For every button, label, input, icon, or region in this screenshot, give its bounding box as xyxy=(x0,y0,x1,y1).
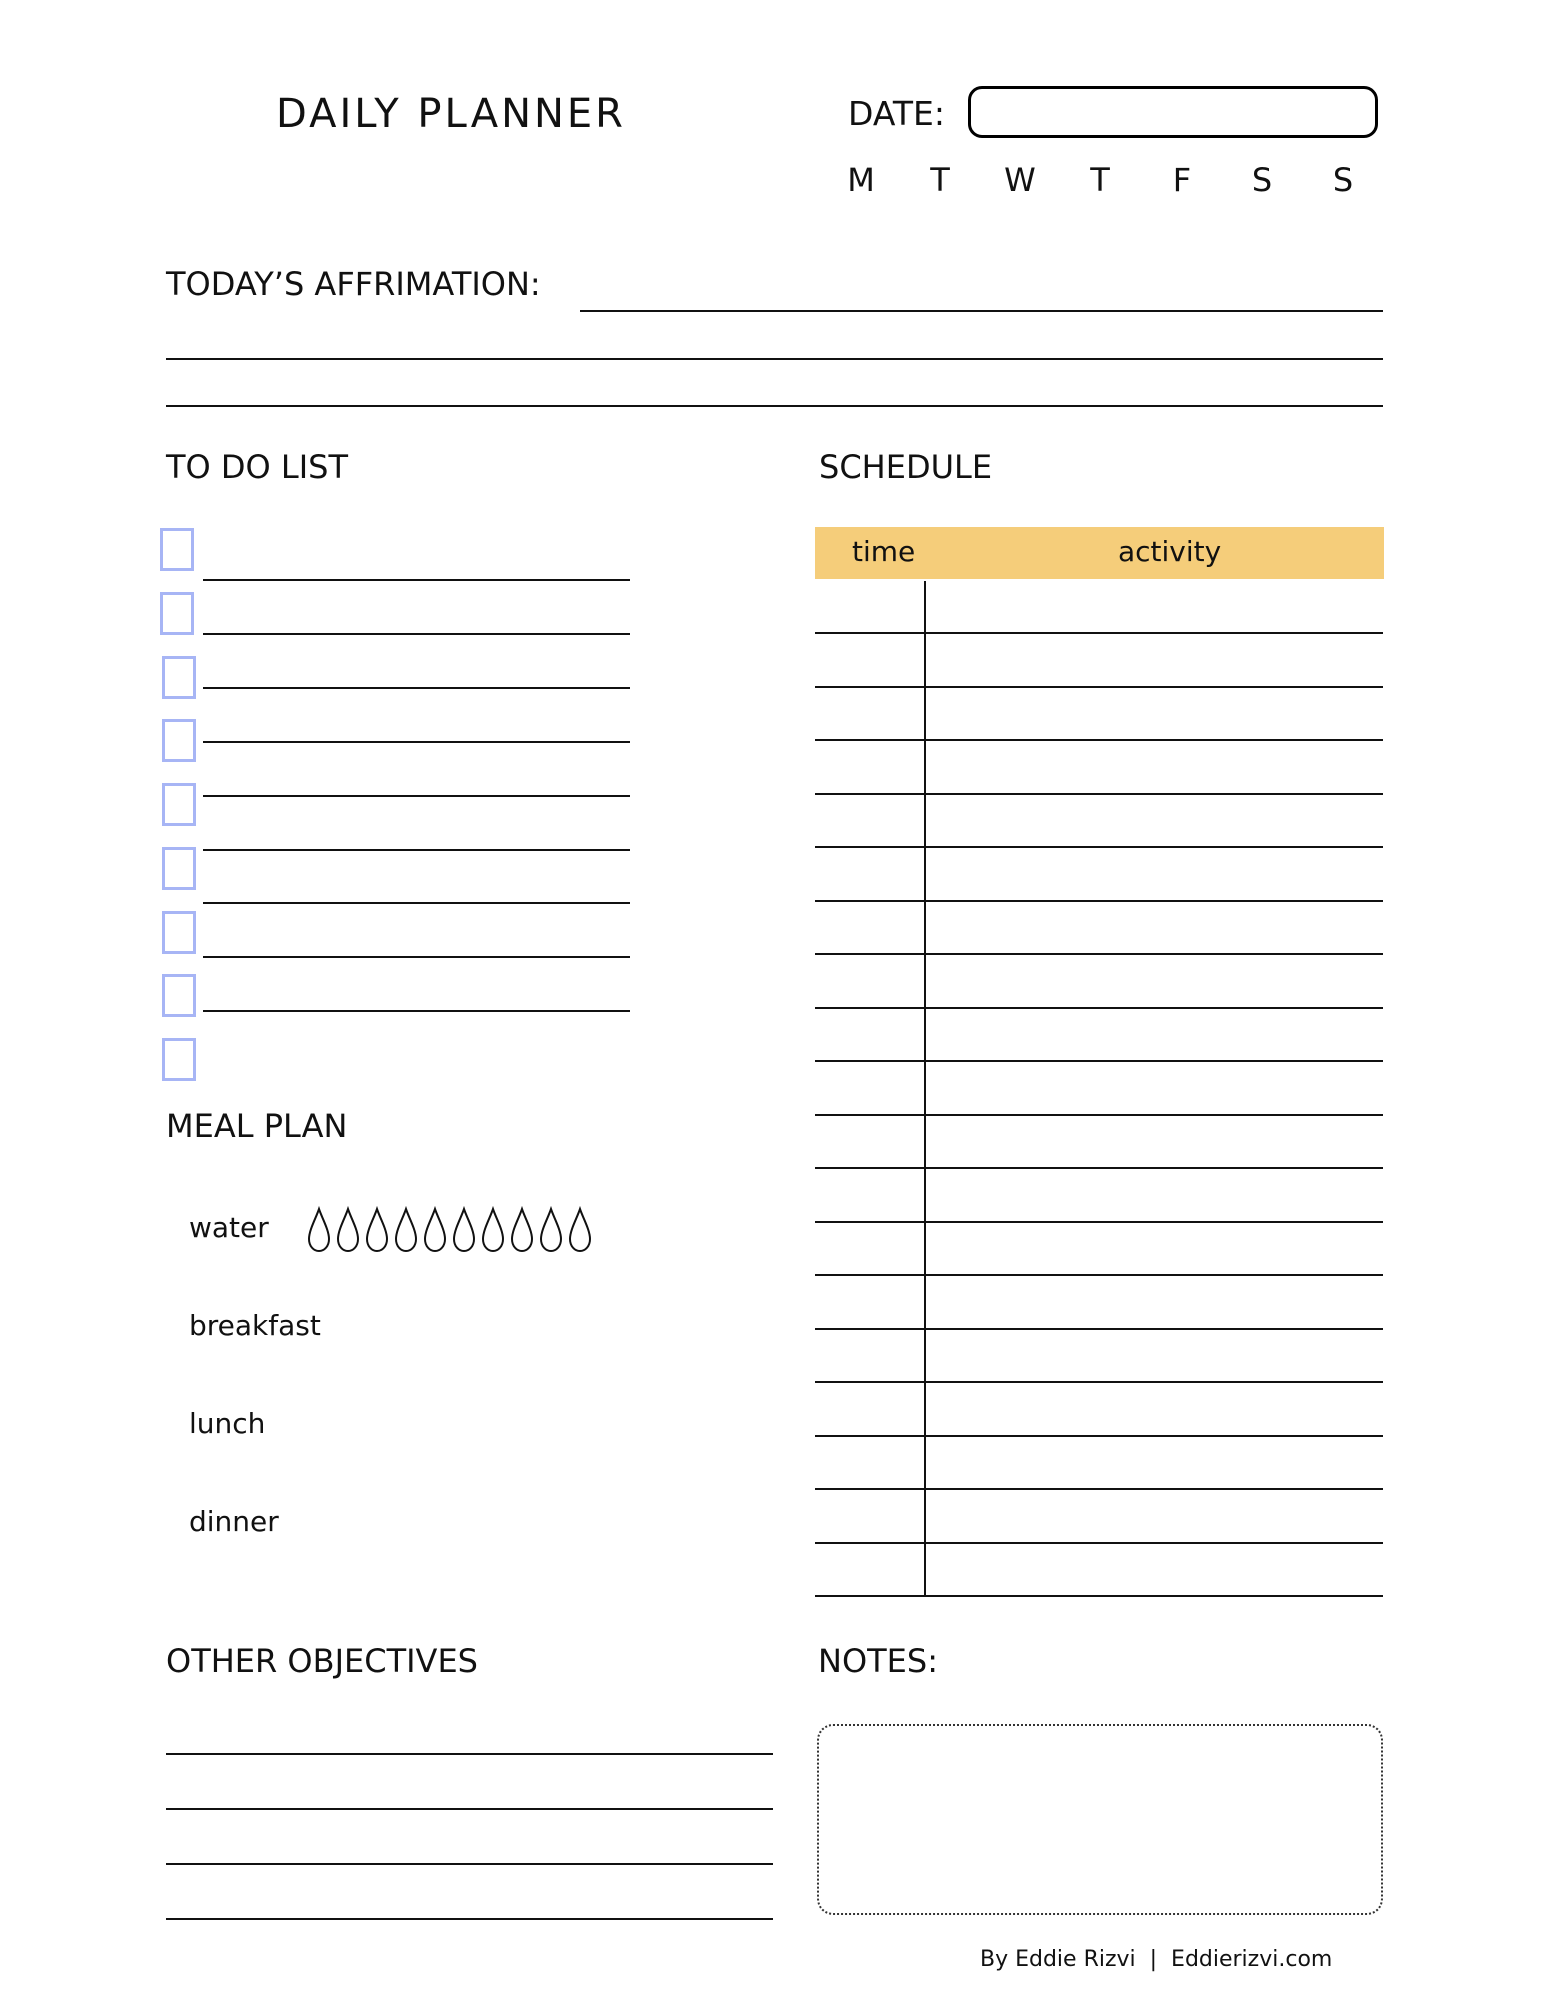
schedule-time-cell[interactable] xyxy=(815,1116,923,1168)
affirmation-line-1[interactable] xyxy=(580,310,1383,312)
schedule-activity-cell[interactable] xyxy=(927,1437,1383,1489)
water-drop-icon[interactable] xyxy=(540,1208,562,1252)
schedule-col-time: time xyxy=(852,535,916,568)
todo-checkbox[interactable] xyxy=(162,656,196,699)
todo-line[interactable] xyxy=(203,1010,630,1012)
meal-lunch-label: lunch xyxy=(189,1407,266,1440)
schedule-time-cell[interactable] xyxy=(815,848,923,900)
schedule-time-cell[interactable] xyxy=(815,902,923,954)
schedule-activity-cell[interactable] xyxy=(927,1330,1383,1382)
day-thursday[interactable]: T xyxy=(1090,161,1110,199)
notes-box[interactable] xyxy=(817,1724,1383,1915)
schedule-time-cell[interactable] xyxy=(815,741,923,793)
schedule-time-cell[interactable] xyxy=(815,634,923,686)
schedule-activity-cell[interactable] xyxy=(927,1490,1383,1542)
notes-heading: NOTES: xyxy=(818,1642,938,1680)
other-objectives-heading: OTHER OBJECTIVES xyxy=(166,1642,478,1680)
affirmation-line-3[interactable] xyxy=(166,405,1383,407)
schedule-time-cell[interactable] xyxy=(815,688,923,740)
schedule-time-cell[interactable] xyxy=(815,1383,923,1435)
schedule-activity-cell[interactable] xyxy=(927,1276,1383,1328)
schedule-time-cell[interactable] xyxy=(815,1437,923,1489)
todo-line[interactable] xyxy=(203,741,630,743)
water-drop-icon[interactable] xyxy=(424,1208,446,1252)
schedule-time-cell[interactable] xyxy=(815,795,923,847)
schedule-activity-cell[interactable] xyxy=(927,688,1383,740)
todo-checkbox[interactable] xyxy=(162,974,196,1017)
schedule-time-cell[interactable] xyxy=(815,1330,923,1382)
day-sunday[interactable]: S xyxy=(1332,161,1354,199)
day-friday[interactable]: F xyxy=(1172,161,1192,199)
date-field[interactable] xyxy=(968,86,1378,138)
schedule-time-cell[interactable] xyxy=(815,581,923,632)
objective-line[interactable] xyxy=(166,1753,773,1755)
todo-line[interactable] xyxy=(203,956,630,958)
affirmation-line-2[interactable] xyxy=(166,358,1383,360)
schedule-heading: SCHEDULE xyxy=(819,448,993,486)
day-tuesday[interactable]: T xyxy=(930,161,950,199)
water-label: water xyxy=(189,1211,269,1244)
todo-heading: TO DO LIST xyxy=(166,448,349,486)
todo-line[interactable] xyxy=(203,902,630,904)
schedule-activity-cell[interactable] xyxy=(927,581,1383,632)
schedule-activity-cell[interactable] xyxy=(927,1062,1383,1114)
footer-credit-text: By Eddie Rizvi | Eddierizvi.com xyxy=(980,1947,1333,1972)
page-title: DAILY PLANNER xyxy=(276,91,626,137)
water-drop-icon[interactable] xyxy=(308,1208,330,1252)
schedule-time-cell[interactable] xyxy=(815,1490,923,1542)
day-wednesday[interactable]: W xyxy=(1004,161,1036,199)
schedule-activity-cell[interactable] xyxy=(927,902,1383,954)
todo-checkbox[interactable] xyxy=(162,847,196,890)
objective-line[interactable] xyxy=(166,1808,773,1810)
schedule-activity-cell[interactable] xyxy=(927,634,1383,686)
footer-credit xyxy=(980,1945,1332,1975)
day-monday[interactable]: M xyxy=(847,161,875,199)
affirmation-label: TODAY’S AFFRIMATION: xyxy=(166,265,541,303)
todo-line[interactable] xyxy=(203,795,630,797)
schedule-activity-cell[interactable] xyxy=(927,1169,1383,1221)
day-saturday[interactable]: S xyxy=(1251,161,1273,199)
water-drop-icon[interactable] xyxy=(453,1208,475,1252)
todo-line[interactable] xyxy=(203,633,630,635)
water-drop-icon[interactable] xyxy=(395,1208,417,1252)
water-drop-icon[interactable] xyxy=(337,1208,359,1252)
water-drop-icon[interactable] xyxy=(569,1208,591,1252)
schedule-activity-cell[interactable] xyxy=(927,1383,1383,1435)
schedule-activity-cell[interactable] xyxy=(927,1544,1383,1596)
todo-checkbox[interactable] xyxy=(162,719,196,762)
schedule-activity-cell[interactable] xyxy=(927,1223,1383,1275)
todo-checkbox[interactable] xyxy=(162,1038,196,1081)
todo-checkbox[interactable] xyxy=(160,592,194,635)
schedule-column-divider xyxy=(924,581,926,1597)
meal-breakfast-label: breakfast xyxy=(189,1309,321,1342)
schedule-time-cell[interactable] xyxy=(815,1169,923,1221)
schedule-time-cell[interactable] xyxy=(815,1276,923,1328)
todo-line[interactable] xyxy=(203,849,630,851)
todo-checkbox[interactable] xyxy=(162,783,196,826)
schedule-time-cell[interactable] xyxy=(815,1062,923,1114)
schedule-time-cell[interactable] xyxy=(815,955,923,1007)
date-label: DATE: xyxy=(848,94,945,133)
water-drop-icon[interactable] xyxy=(482,1208,504,1252)
todo-line[interactable] xyxy=(203,579,630,581)
objective-line[interactable] xyxy=(166,1863,773,1865)
schedule-activity-cell[interactable] xyxy=(927,1116,1383,1168)
schedule-row-line xyxy=(815,1595,1383,1597)
schedule-time-cell[interactable] xyxy=(815,1009,923,1061)
schedule-activity-cell[interactable] xyxy=(927,741,1383,793)
todo-checkbox[interactable] xyxy=(162,911,196,954)
water-drop-icon[interactable] xyxy=(366,1208,388,1252)
schedule-activity-cell[interactable] xyxy=(927,848,1383,900)
schedule-activity-cell[interactable] xyxy=(927,955,1383,1007)
schedule-time-cell[interactable] xyxy=(815,1544,923,1596)
meal-plan-heading: MEAL PLAN xyxy=(166,1107,348,1145)
meal-dinner-label: dinner xyxy=(189,1505,279,1538)
schedule-time-cell[interactable] xyxy=(815,1223,923,1275)
todo-line[interactable] xyxy=(203,687,630,689)
water-drop-icon[interactable] xyxy=(511,1208,533,1252)
schedule-header xyxy=(815,527,1384,579)
schedule-activity-cell[interactable] xyxy=(927,795,1383,847)
objective-line[interactable] xyxy=(166,1918,773,1920)
todo-checkbox[interactable] xyxy=(160,528,194,571)
schedule-activity-cell[interactable] xyxy=(927,1009,1383,1061)
schedule-col-activity: activity xyxy=(1118,535,1222,568)
